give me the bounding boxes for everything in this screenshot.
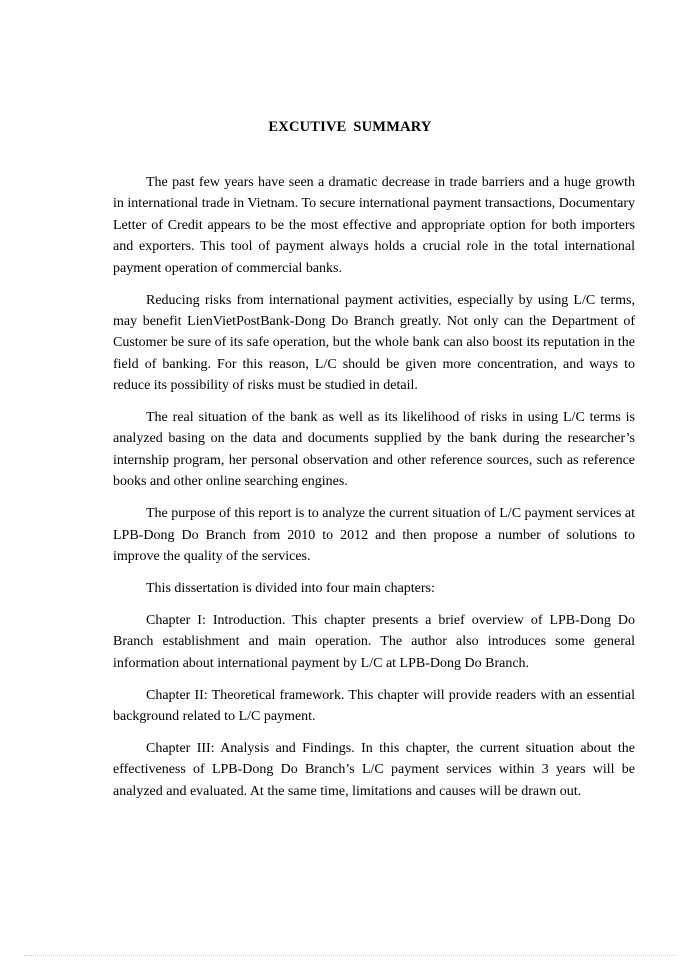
paragraph-risk-reduction: Reducing risks from international payment activities, especially by using L/C terms, may benefit LienVietPostBank-Dong Do Branch greatly. Not only can the Department of Customer be sure of its safe operation, but the whole bank can also boost its reputation in the field of banking. For this reason, L/C should be given more concentration, and ways to reduce its possibility of risks must be studied in detail. bbox=[113, 292, 635, 394]
paragraph-purpose: The purpose of this report is to analyze the current situation of L/C payment services at LPB-Dong Do Branch from 2010 to 2012 and then propose a number of solutions to improve the quality of the services. bbox=[113, 506, 635, 564]
paragraph-chapter-2: Chapter II: Theoretical framework. This chapter will provide readers with an essential background related to L/C payment. bbox=[113, 687, 635, 724]
paragraph-chapter-3: Chapter III: Analysis and Findings. In this chapter, the current situation about the effectiveness of LPB-Dong Do Branch’s L/C payment services within 3 years will be analyzed and evaluated. At the same time, limitations and causes will be drawn out. bbox=[113, 740, 635, 799]
page-title: EXCUTIVE SUMMARY bbox=[268, 119, 432, 135]
paragraph-structure: This dissertation is divided into four main chapters: bbox=[146, 580, 435, 596]
document-body bbox=[113, 172, 635, 813]
paragraph-intro: The past few years have seen a dramatic decrease in trade barriers and a huge growth in international trade in Vietnam. To secure international payment transactions, Documentary Letter of Credit appears to be the most effective and appropriate option for both importers and exporters. This tool of payment always holds a crucial role in the total international payment operation of commercial banks. bbox=[113, 175, 635, 276]
page-bottom-divider bbox=[24, 955, 676, 956]
paragraph-chapter-1: Chapter I: Introduction. This chapter presents a brief overview of LPB-Dong Do Branch establishment and main operation. The author also introduces some general information about international payment by L/C at LPB-Dong Do Branch. bbox=[113, 612, 635, 671]
paragraph-real-situation: The real situation of the bank as well as its likelihood of risks in using L/C terms is analyzed basing on the data and documents supplied by the bank during the researcher’s internship program, her personal observation and other reference sources, such as reference books and other online searching engines. bbox=[113, 410, 635, 490]
